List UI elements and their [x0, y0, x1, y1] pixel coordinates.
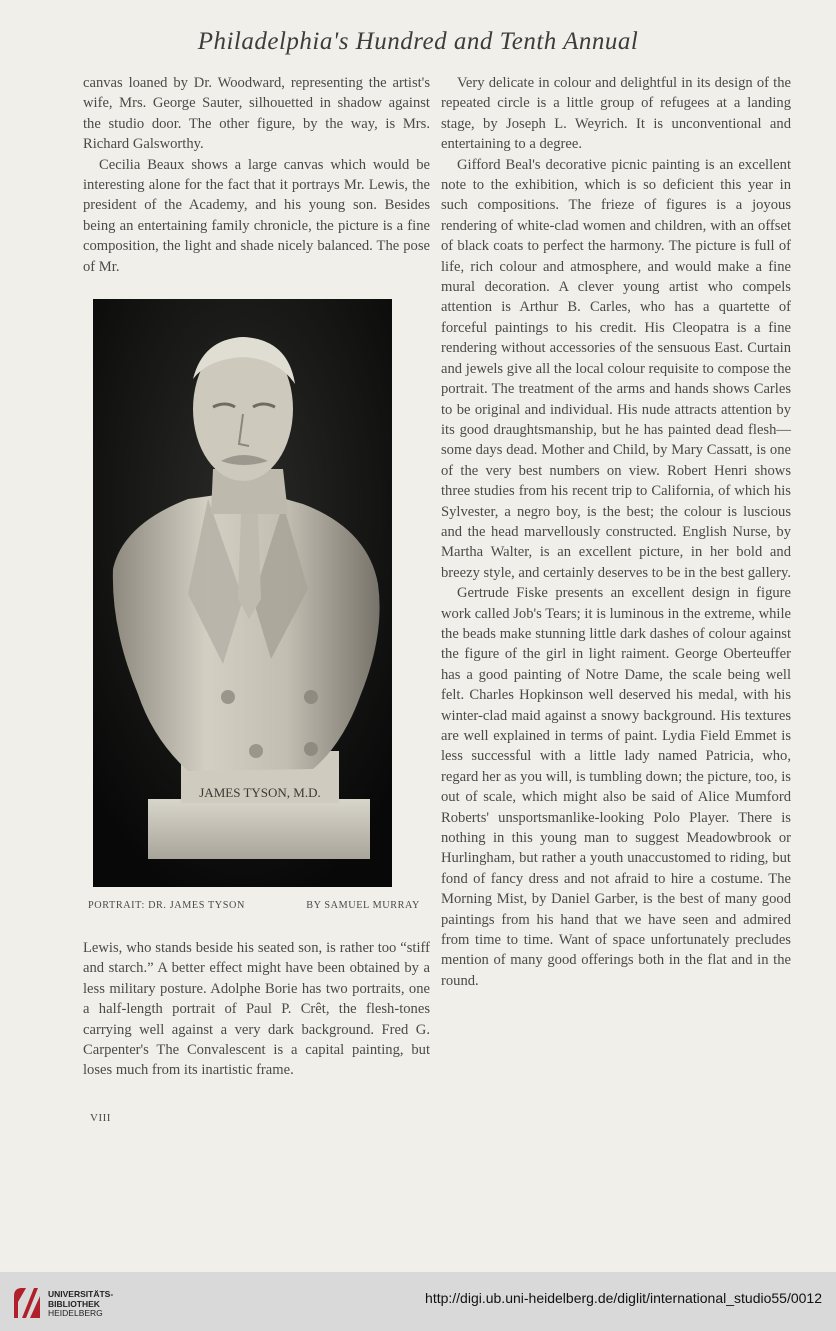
caption-title: PORTRAIT: DR. JAMES TYSON: [88, 900, 245, 911]
library-name: UNIVERSITÄTS- BIBLIOTHEK HEIDELBERG: [48, 1289, 114, 1318]
digitization-footer: [0, 1272, 836, 1331]
paragraph: Gifford Beal's decorative picnic painting is an excellent note to the exhibition, which is so deficient this year in such compositions. The frieze of figures is a joyous rendering of white-clad women and children, with an offset of black coats to perfect the harmony. The picture is full of life, rich colour and atmosphere, and would make a fine mural decoration. A clever young artist who compels attention is Arthur B. Carles, who has a quartette of forceful paintings to his credit. His Cleopatra is a fine rendering without accessories of the sensuous East. Curtain and jewels give all the local colour requisite to compose the portrait. The treatment of the arms and hands shows Carles to be original and individual. His nude attracts attention by its good draughtsmanship, but he has painted dead flesh—some days dead. Mother and Child, by Mary Cassatt, is one of the very best numbers on view. Robert Henri shows three studies from his recent trip to California, of which his Sylvester, a negro boy, is the best; the colour is luscious and the head marvellously constructed. English Nurse, by Martha Walter, is an excellent picture, in her bold and breezy style, and certainly deserves to be in the best gallery.: [441, 156, 791, 581]
paragraph: Lewis, who stands beside his seated son, is rather too “stiff and starch.” A better effect might have been obtained by a less military posture. Adolphe Borie has two portraits, one a half-length portrait of Paul P. Crêt, the flesh-tones carrying well against a very dark background. Fred G. Carpenter's The Convalescent is a capital painting, but loses much from its inartistic frame.: [83, 940, 430, 1079]
running-title: Philadelphia's Hundred and Tenth Annual: [197, 28, 639, 55]
left-column-top: [83, 73, 430, 277]
left-column-bottom: [83, 938, 430, 1081]
figure-caption: [88, 900, 420, 911]
paragraph: Cecilia Beaux shows a large canvas which would be interesting alone for the fact that it portrays Mr. Lewis, the president of the Academy, and his young son. Besides being an entertaining family chronicle, the picture is a fine composition, the light and shade nicely balanced. The pose of Mr.: [83, 156, 430, 275]
paragraph: canvas loaned by Dr. Woodward, representing the artist's wife, Mrs. George Sauter, silhouetted in shadow against the studio door. The other figure, by the way, is Mrs. Richard Galsworthy.: [83, 75, 430, 153]
right-column: [441, 73, 791, 991]
page-number: VIII: [90, 1112, 111, 1124]
bust-inscription: JAMES TYSON, M.D.: [199, 785, 321, 800]
bust-photograph: [93, 299, 392, 887]
paragraph: Very delicate in colour and delightful in its design of the repeated circle is a little group of refugees at a landing stage, by Joseph L. Weyrich. It is unconventional and entertaining to a degree.: [441, 75, 791, 153]
caption-artist: BY SAMUEL MURRAY: [306, 900, 420, 911]
ub-heidelberg-logo-icon: [10, 1282, 44, 1322]
source-url-link[interactable]: http://digi.ub.uni-heidelberg.de/diglit/international_studio55/0012: [425, 1290, 822, 1306]
paragraph: Gertrude Fiske presents an excellent design in figure work called Job's Tears; it is luminous in the extreme, while the beads make stunning little dark dashes of colour against the figure of the girl in light raiment. George Oberteuffer has a good painting of Notre Dame, the scale being well felt. Charles Hopkinson well deserved his medal, with his winter-clad maid against a snowy background. His textures are well explained in terms of paint. Lydia Field Emmet is less successful with a little lady named Patricia, who, regard her as you will, is tumbling down; the picture, too, is out of scale, which might also be said of Alice Mumford Roberts' unsportsmanlike-looking Polo Player. There is nothing in this young man to suggest Meadowbrook or Hurlingham, but rather a youth unaccustomed to riding, but fond of fancy dress and not afraid to hire a costume. The Morning Mist, by Daniel Garber, is the best of many good paintings from his hand that we have seen and admired from time to time. Want of space unfortunately precludes mention of many good offerings both in the flat and in the round.: [441, 585, 791, 989]
bust-sculpture-image: [93, 299, 392, 887]
